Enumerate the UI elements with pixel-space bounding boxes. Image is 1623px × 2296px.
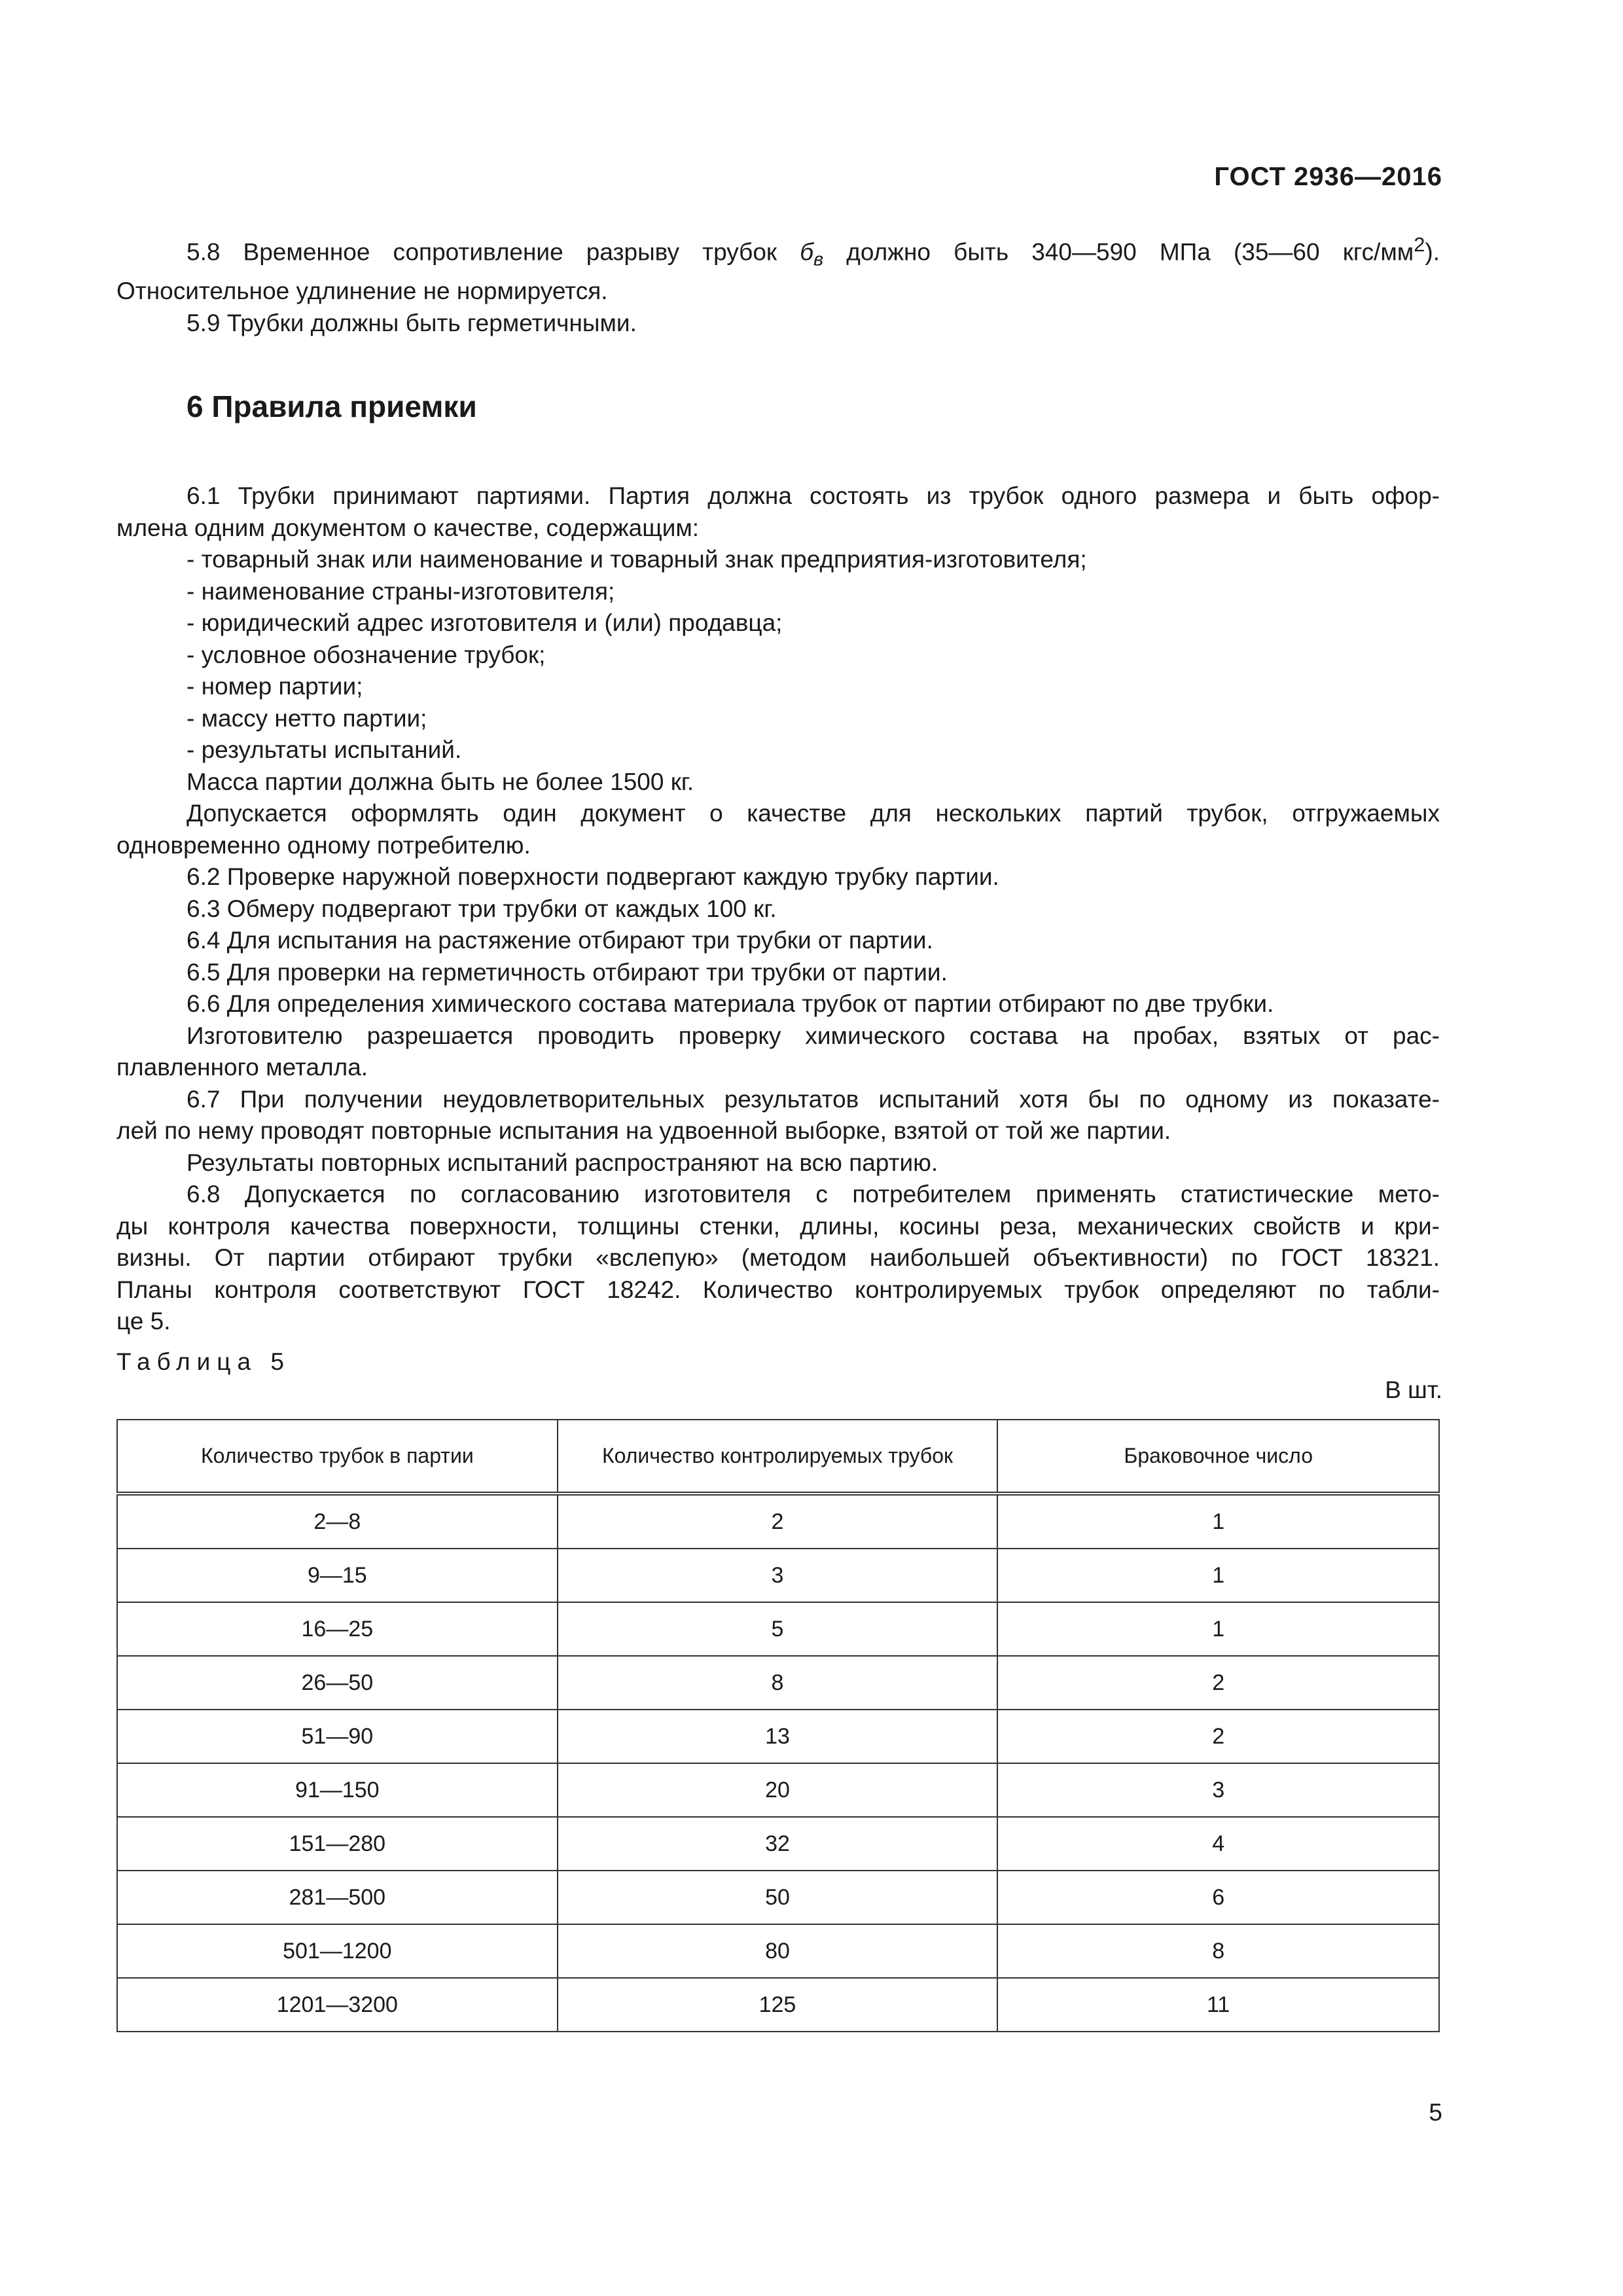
table-cell: 151—280 — [117, 1817, 558, 1871]
p58-text-a: 5.8 Временное сопротивление разрыву трубок — [187, 238, 800, 266]
paragraph-6-1-line1: 6.1 Трубки принимают партиями. Партия должна состоять из трубок одного размера и быть офор- — [187, 482, 1440, 509]
sampling-table — [116, 1419, 1440, 2032]
table-row — [117, 1602, 1439, 1656]
table-cell: 6 — [997, 1871, 1439, 1924]
table-row — [117, 1817, 1439, 1871]
maker-line2: плавленного металла. — [116, 1054, 368, 1081]
table-cell: 3 — [558, 1549, 998, 1602]
table-row — [117, 1871, 1439, 1924]
paragraph-6-7-line2: лей по нему проводят повторные испытания на удвоенной выборке, взятой от той же партии. — [116, 1117, 1171, 1144]
table-row — [117, 1763, 1439, 1817]
header-lot-size: Количество трубок в партии — [117, 1420, 558, 1494]
paragraph-5-8-line2: Относительное удлинение не нормируется. — [116, 278, 608, 305]
table-cell: 9—15 — [117, 1549, 558, 1602]
allow-line1: Допускается оформлять один документ о качестве для нескольких партий трубок, отгружаемых — [187, 800, 1440, 827]
table-cell: 125 — [558, 1978, 998, 2032]
table-row — [117, 1656, 1439, 1710]
paragraph-6-7-line1: 6.7 При получении неудовлетворительных результатов испытаний хотя бы по одному из показате- — [187, 1085, 1440, 1113]
paragraph-6-8-line3: визны. От партии отбирают трубки «вслепую» (методом наибольшей объективности) по ГОСТ 18321. — [116, 1244, 1440, 1271]
table-cell: 2 — [997, 1656, 1439, 1710]
table-cell: 80 — [558, 1924, 998, 1978]
table-row — [117, 1549, 1439, 1602]
table-cell: 32 — [558, 1817, 998, 1871]
table-cell: 2 — [558, 1494, 998, 1549]
table-cell: 3 — [997, 1763, 1439, 1817]
page-number: 5 — [1429, 2099, 1442, 2126]
table-cell: 1201—3200 — [117, 1978, 558, 2032]
table-row — [117, 1978, 1439, 2032]
table-cell: 91—150 — [117, 1763, 558, 1817]
table-cell: 51—90 — [117, 1710, 558, 1763]
table-cell: 1 — [997, 1494, 1439, 1549]
table-cell: 11 — [997, 1978, 1439, 2032]
table-cell: 1 — [997, 1549, 1439, 1602]
paragraph-6-3: 6.3 Обмеру подвергают три трубки от каждых 100 кг. — [187, 895, 777, 922]
list-item: - юридический адрес изготовителя и (или) продавца; — [187, 609, 783, 636]
list-item: - номер партии; — [187, 673, 363, 700]
paragraph-6-8-line5: це 5. — [116, 1308, 171, 1335]
table-row — [117, 1924, 1439, 1978]
table-cell: 20 — [558, 1763, 998, 1817]
section-6-heading: 6 Правила приемки — [187, 389, 477, 423]
paragraph-6-4: 6.4 Для испытания на растяжение отбирают три трубки от партии. — [187, 927, 933, 954]
paragraph-6-1-line2: млена одним документом о качестве, содержащим: — [116, 514, 700, 541]
table-cell: 281—500 — [117, 1871, 558, 1924]
table-cell: 13 — [558, 1710, 998, 1763]
table-cell: 5 — [558, 1602, 998, 1656]
table-cell: 1 — [997, 1602, 1439, 1656]
paragraph-6-8-line2: ды контроля качества поверхности, толщины стенки, длины, косины реза, механических свойств и кри- — [116, 1212, 1440, 1240]
list-item: - товарный знак или наименование и товарный знак предприятия-изготовителя; — [187, 546, 1087, 573]
list-item: - результаты испытаний. — [187, 736, 462, 763]
table-cell: 26—50 — [117, 1656, 558, 1710]
table-cell: 8 — [997, 1924, 1439, 1978]
header-reject-number: Браковочное число — [997, 1420, 1439, 1494]
p58-text-c: ). — [1425, 238, 1440, 266]
table-row — [117, 1710, 1439, 1763]
table-cell: 2 — [997, 1710, 1439, 1763]
p58-text-b: должно быть 340—590 МПа (35—60 кгс/мм — [823, 238, 1414, 266]
p58-superscript: 2 — [1414, 233, 1425, 256]
list-item: - наименование страны-изготовителя; — [187, 577, 615, 605]
paragraph-6-6: 6.6 Для определения химического состава материала трубок от партии отбирают по две трубки. — [187, 990, 1274, 1017]
table-cell: 4 — [997, 1817, 1439, 1871]
table-cell: 16—25 — [117, 1602, 558, 1656]
stress-symbol: б — [800, 238, 814, 266]
table-header-row — [117, 1420, 1439, 1494]
paragraph-5-9: 5.9 Трубки должны быть герметичными. — [187, 309, 637, 336]
stress-subscript: в — [813, 249, 824, 270]
table-cell: 50 — [558, 1871, 998, 1924]
maker-line1: Изготовителю разрешается проводить проверку химического состава на пробах, взятых от рас- — [187, 1022, 1440, 1049]
paragraph-6-2: 6.2 Проверке наружной поверхности подвергают каждую трубку партии. — [187, 863, 999, 890]
paragraph-6-8-line1: 6.8 Допускается по согласованию изготовителя с потребителем применять статистические мето- — [187, 1181, 1440, 1208]
repeat-results: Результаты повторных испытаний распространяют на всю партию. — [187, 1149, 938, 1176]
list-item: - массу нетто партии; — [187, 704, 427, 732]
paragraph-6-5: 6.5 Для проверки на герметичность отбирают три трубки от партии. — [187, 958, 948, 986]
mass-limit: Масса партии должна быть не более 1500 кг. — [187, 768, 694, 795]
header-sample-size: Количество контролируемых трубок — [558, 1420, 998, 1494]
list-item: - условное обозначение трубок; — [187, 641, 546, 668]
table-units: В шт. — [1385, 1376, 1442, 1403]
table-cell: 2—8 — [117, 1494, 558, 1549]
document-id: ГОСТ 2936—2016 — [1214, 162, 1442, 191]
section-5-text — [116, 229, 1440, 339]
paragraph-5-8 — [116, 229, 1440, 276]
table-caption: Таблица 5 — [116, 1348, 291, 1375]
section-6-text — [116, 480, 1440, 1338]
paragraph-6-8-line4: Планы контроля соответствуют ГОСТ 18242. Количество контролируемых трубок определяют по табли- — [116, 1276, 1440, 1303]
allow-line2: одновременно одному потребителю. — [116, 831, 531, 859]
table-row — [117, 1494, 1439, 1549]
table-cell: 8 — [558, 1656, 998, 1710]
table-cell: 501—1200 — [117, 1924, 558, 1978]
